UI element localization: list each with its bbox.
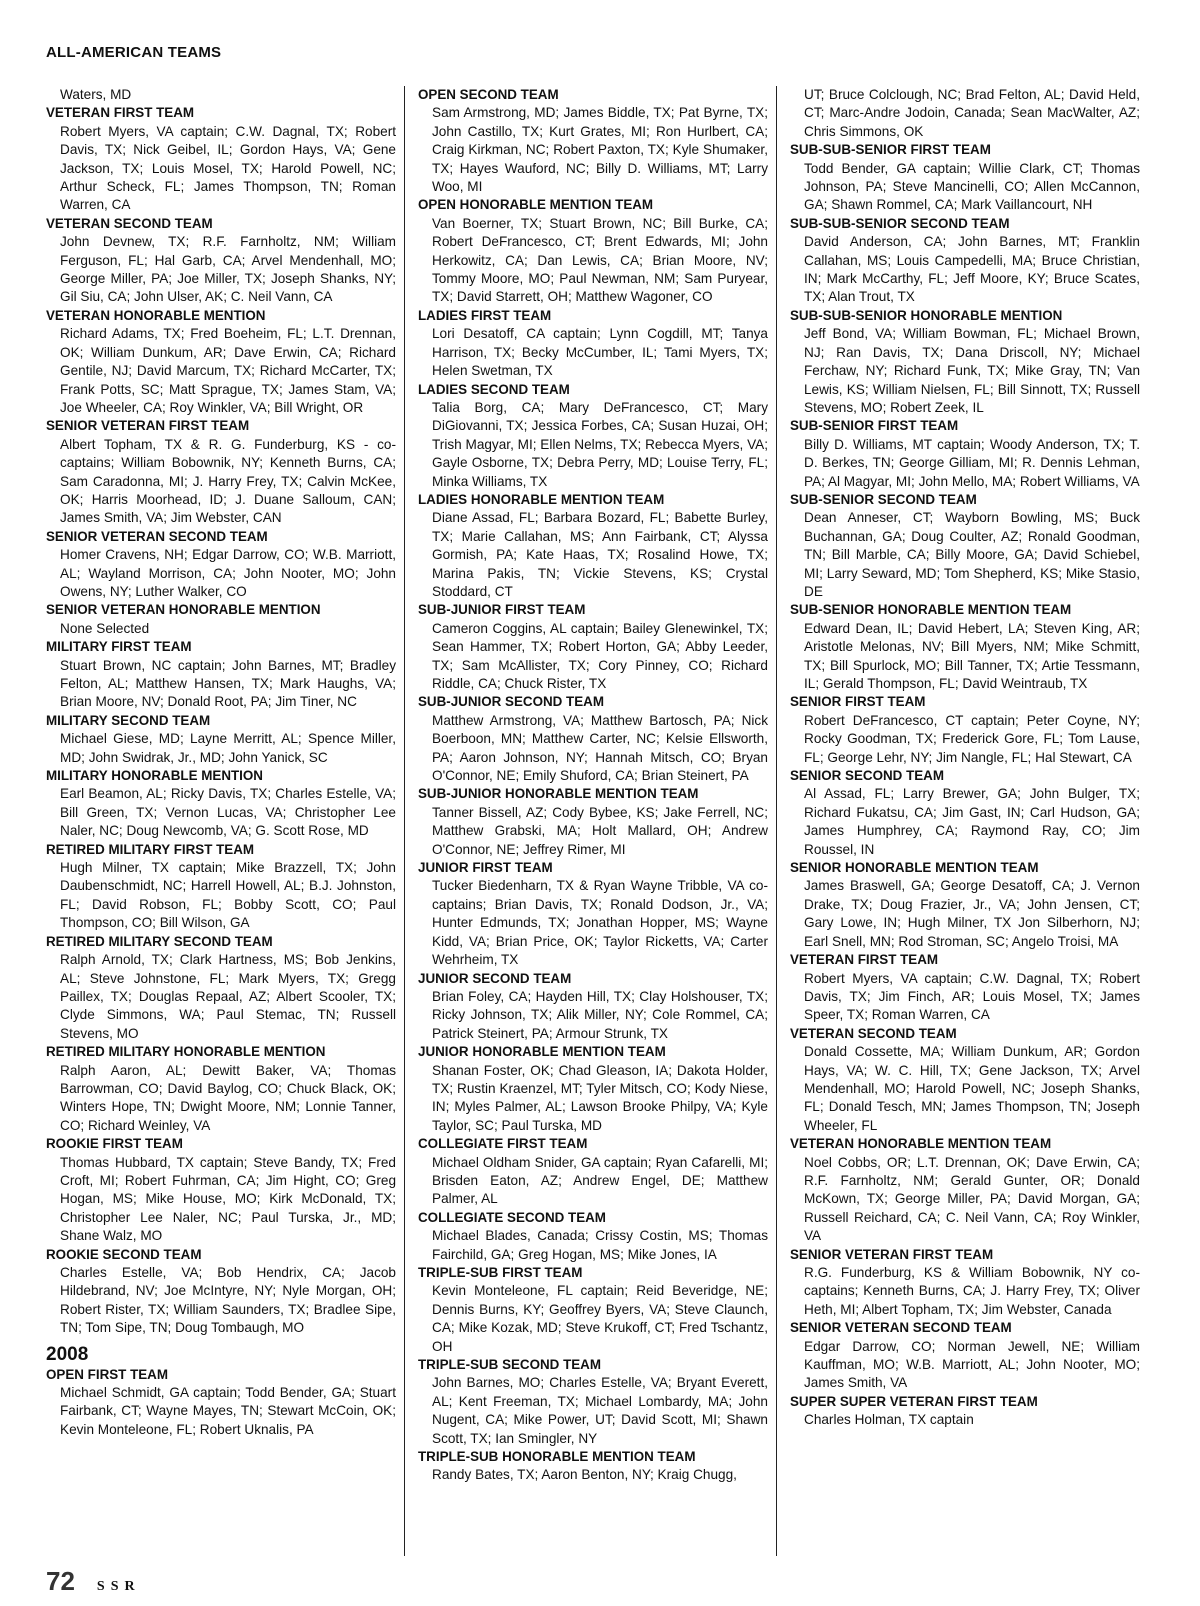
team-roster: Michael Oldham Snider, GA captain; Ryan Cafarelli, MI; Brisden Eaton, AZ; Andrew Engel, DE; Matthew Palmer, AL: [432, 1154, 768, 1207]
team-roster: Randy Bates, TX; Aaron Benton, NY; Kraig Chugg,: [432, 1467, 737, 1483]
team-roster: Matthew Armstrong, VA; Matthew Bartosch, PA; Nick Boerboon, MN; Matthew Carter, NC; Kelsie Ellsworth, PA; Aaron Johnson, NY; Hannah Mitsch, CO; Bryan O'Connor, NE; Emily Shuford, CA; Brian Steinert, PA: [432, 712, 768, 784]
team-section: [790, 601, 1140, 693]
team-section: [790, 1319, 1140, 1393]
team-heading: VETERAN SECOND TEAM: [46, 215, 213, 231]
team-roster: James Braswell, GA; George Desatoff, CA; J. Vernon Drake, TX; Doug Frazier, Jr., VA; John Jensen, CT; Gary Lowe, IN; Hugh Milner, TX Jon Silberhorn, NJ; Earl Snell, MN; Rod Stroman, SC; Angelo Troisi, MA: [804, 878, 1140, 949]
page-footer: [46, 1566, 141, 1597]
team-roster: Tanner Bissell, AZ; Cody Bybee, KS; Jake Ferrell, NC; Matthew Grabski, MA; Holt Mallard, OH; Andrew O'Connor, NE; Jeffrey Rimer, MI: [432, 804, 768, 857]
team-roster: Hugh Milner, TX captain; Mike Brazzell, TX; John Daubenschmidt, NC; Harrell Howell, AL; B.J. Johnston, FL; David Robson, FL; Bobby Scott, CO; Paul Thompson, CO; Bill Wilson, GA: [60, 860, 396, 931]
team-heading: SENIOR HONORABLE MENTION TEAM: [790, 860, 1039, 876]
team-section: [790, 951, 1140, 1025]
team-roster: Noel Cobbs, OR; L.T. Drennan, OK; Dave Erwin, CA; R.F. Farnholtz, NM; Gerald Gunter, OR; Donald McKown, TX; George Miller, PA; David Morgan, GA; Russell Reichard, CA; C. Neil Vann, CA; Roy Winkler, VA: [804, 1154, 1140, 1244]
team-roster: Billy D. Williams, MT captain; Woody Anderson, TX; T. D. Berkes, TN; George Gilliam, MI; R. Dennis Lehman, PA; Al Magyar, MI; John Mello, MA; Robert Williams, VA: [804, 436, 1140, 489]
team-heading: SUB-SENIOR HONORABLE MENTION TEAM: [790, 602, 1072, 618]
team-section: [46, 307, 396, 417]
team-roster: Robert DeFrancesco, CT captain; Peter Coyne, NY; Rocky Goodman, TX; Frederick Gore, FL; Tom Lause, FL; George Lehr, NY; Jim Nangle, FL; Hal Stewart, CA: [804, 712, 1140, 765]
team-heading: LADIES HONORABLE MENTION TEAM: [418, 491, 665, 507]
team-roster: UT; Bruce Colclough, NC; Brad Felton, AL; David Held, CT; Marc-Andre Jodoin, Canada; Sean MacWalter, AZ; Chris Simmons, OK: [804, 87, 1140, 139]
team-roster: Robert Myers, VA captain; C.W. Dagnal, TX; Robert Davis, TX; Nick Geibel, IL; Gordon Hays, VA; Gene Jackson, TX; Louis Mosel, TX; Harold Powell, NC; Arthur Scheck, FL; James Thompson, TN; Roman Warren, CA: [60, 123, 396, 213]
team-section: [46, 215, 396, 307]
team-heading: COLLEGIATE SECOND TEAM: [418, 1209, 606, 1225]
team-section: [790, 491, 1140, 601]
team-section: [790, 1135, 1140, 1245]
team-heading: OPEN FIRST TEAM: [46, 1366, 169, 1382]
team-roster: Jeff Bond, VA; William Bowman, FL; Michael Brown, NJ; Ran Davis, TX; Dana Driscoll, NY; Michael Ferchaw, NY; Richard Funk, TX; Mike Gray, TN; Van Lewis, KS; William Nielsen, FL; Bill Sinnott, TX; Russell Stevens, MO; Robert Zeek, IL: [804, 326, 1140, 415]
team-roster: Talia Borg, CA; Mary DeFrancesco, CT; Mary DiGiovanni, TX; Jessica Forbes, CA; Susan Huzai, OH; Trish Magyar, MI; Ellen Nelms, TX; Rebecca Myers, VA; Gayle Osborne, TX; Debra Perry, MD; Louise Terry, FL; Minka Williams, TX: [432, 399, 768, 489]
team-section: [418, 693, 768, 785]
team-heading: TRIPLE-SUB SECOND TEAM: [418, 1357, 602, 1373]
team-section: [46, 1344, 396, 1366]
team-section: [418, 785, 768, 859]
team-heading: VETERAN SECOND TEAM: [790, 1025, 957, 1041]
team-heading: TRIPLE-SUB FIRST TEAM: [418, 1265, 583, 1280]
team-section: [418, 1356, 768, 1448]
team-section: [790, 417, 1140, 491]
team-section: [418, 970, 768, 1044]
team-roster: Dean Anneser, CT; Wayborn Bowling, MS; Buck Buchannan, GA; Doug Coulter, AZ; Ronald Goodman, TN; Bill Marble, CA; Billy Moore, GA; David Schiebel, MI; Larry Seward, MD; Tom Shepherd, KS; Mike Stasio, DE: [804, 510, 1140, 599]
team-roster: Richard Adams, TX; Fred Boeheim, FL; L.T. Drennan, OK; William Dunkum, AR; Dave Erwin, CA; Richard Gentile, NJ; David Marcum, TX; Richard McCarter, TX; Frank Potts, SC; Matt Sprague, TX; James Stam, VA; Joe Wheeler, CA; Roy Winkler, VA; Bill Wright, OR: [60, 326, 396, 415]
team-roster: David Anderson, CA; John Barnes, MT; Franklin Callahan, MS; Louis Campedelli, MA; Bruce Christian, IN; Mark McCarthy, FL; Jeff Moore, KY; Bruce Scates, TX; Alan Trout, TX: [804, 234, 1140, 305]
team-section: [46, 1043, 396, 1135]
team-roster: Michael Giese, MD; Layne Merritt, AL; Spence Miller, MD; John Swidrak, Jr., MD; John Yanick, SC: [60, 731, 396, 765]
team-roster: Brian Foley, CA; Hayden Hill, TX; Clay Holshouser, TX; Ricky Johnson, TX; Alik Miller, NY; Cole Rommel, CA; Patrick Steinert, PA; Armour Strunk, TX: [432, 988, 768, 1041]
team-roster: Waters, MD: [60, 87, 132, 102]
team-roster: Todd Bender, GA captain; Willie Clark, CT; Thomas Johnson, PA; Steve Mancinelli, CO; Allen McCannon, GA; Shawn Rommel, CA; Mark Vaillancourt, NH: [804, 160, 1140, 213]
team-section: [46, 712, 396, 767]
team-roster: Homer Cravens, NH; Edgar Darrow, CO; W.B. Marriott, AL; Wayland Morrison, CA; John Nooter, MO; John Owens, NY; Luther Walker, CO: [60, 547, 396, 599]
team-heading: JUNIOR HONORABLE MENTION TEAM: [418, 1044, 666, 1060]
team-roster: Shanan Foster, OK; Chad Gleason, IA; Dakota Holder, TX; Rustin Kraenzel, MT; Tyler Mitsch, CO; Kody Niese, IN; Myles Palmer, AL; Lawson Brooke Philpy, VA; Kyle Taylor, SC; Paul Turska, MD: [432, 1062, 768, 1133]
team-roster: Charles Estelle, VA; Bob Hendrix, CA; Jacob Hildebrand, NV; Joe McIntyre, NY; Nyle Morgan, OH; Robert Rister, TX; William Saunders, TX; Bradlee Sipe, TN; Tom Sipe, TN; Doug Tombaugh, MO: [60, 1265, 396, 1336]
team-section: [790, 141, 1140, 215]
year-heading: 2008: [46, 1343, 89, 1365]
team-roster: Edgar Darrow, CO; Norman Jewell, NE; William Kauffman, MO; W.B. Marriott, AL; John Nooter, MO; James Smith, VA: [804, 1338, 1140, 1391]
team-section: [46, 841, 396, 933]
team-roster: Stuart Brown, NC captain; John Barnes, MT; Bradley Felton, AL; Matthew Hansen, TX; Mark Haughs, VA; Brian Moore, NV; Donald Root, PA; Jim Tiner, NC: [60, 657, 396, 710]
team-section: [418, 1209, 768, 1264]
team-section: [418, 601, 768, 693]
team-roster: Van Boerner, TX; Stuart Brown, NC; Bill Burke, CA; Robert DeFrancesco, CT; Brent Edwards, MI; John Herkowitz, CA; Dan Lewis, CA; Brian Moore, NV; Tommy Moore, MO; Paul Newman, NM; Sam Puryear, TX; David Starrett, OH; Matthew Wagoner, CO: [432, 215, 768, 305]
team-roster: Albert Topham, TX & R. G. Funderburg, KS - co-captains; William Bobownik, NY; Kenneth Burns, CA; Sam Caradonna, MI; J. Harry Frey, TX; Calvin McKee, OK; Harris Moorhead, ID; J. Duane Salloum, CAN; James Smith, VA; Jim Webster, CAN: [60, 436, 396, 526]
team-heading: VETERAN FIRST TEAM: [790, 952, 939, 968]
team-roster: R.G. Funderburg, KS & William Bobownik, NY co-captains; Kenneth Burns, CA; J. Harry Frey, TX; Oliver Heth, MI; Albert Topham, TX; Jim Webster, Canada: [804, 1265, 1140, 1317]
team-section: [46, 528, 396, 602]
team-roster: John Devnew, TX; R.F. Farnholtz, NM; William Ferguson, FL; Hal Garb, CA; Arvel Mendenhall, MO; George Miller, PA; Joe Miller, TX; Joseph Shanks, NY; Gil Siu, CA; John Ulser, AK; C. Neil Vann, CA: [60, 234, 396, 305]
team-heading: SENIOR FIRST TEAM: [790, 694, 926, 710]
team-heading: SUB-SUB-SENIOR FIRST TEAM: [790, 142, 991, 158]
team-heading: JUNIOR SECOND TEAM: [418, 970, 572, 986]
team-heading: OPEN SECOND TEAM: [418, 87, 559, 102]
team-roster: Sam Armstrong, MD; James Biddle, TX; Pat Byrne, TX; John Castillo, TX; Kurt Grates, MI; Ron Hurlbert, CA; Craig Kirkman, NC; Robert Paxton, TX; Kyle Shumaker, TX; Hayes Wauford, NC; Billy D. Williams, MT; Larry Woo, MI: [432, 105, 768, 195]
column-divider-left: [404, 86, 405, 1556]
team-heading: RETIRED MILITARY FIRST TEAM: [46, 841, 255, 857]
team-heading: SENIOR VETERAN SECOND TEAM: [790, 1320, 1012, 1336]
team-heading: RETIRED MILITARY HONORABLE MENTION: [46, 1044, 326, 1060]
team-heading: SUB-SENIOR SECOND TEAM: [790, 491, 977, 507]
team-section: [46, 601, 396, 638]
publication-name: SSR: [96, 1579, 141, 1594]
team-section: [790, 1246, 1140, 1320]
team-heading: SENIOR VETERAN SECOND TEAM: [46, 528, 268, 544]
team-heading: VETERAN HONORABLE MENTION: [46, 307, 266, 323]
team-section: [46, 86, 396, 104]
team-section: [418, 381, 768, 491]
team-roster: Earl Beamon, AL; Ricky Davis, TX; Charles Estelle, VA; Bill Green, TX; Vernon Lucas, VA; Christopher Lee Naler, NC; Doug Newcomb, VA; G. Scott Rose, MD: [60, 786, 396, 839]
team-section: [418, 86, 768, 196]
column-middle: [418, 86, 768, 1485]
team-section: [790, 693, 1140, 767]
team-heading: SUB-SENIOR FIRST TEAM: [790, 418, 959, 434]
team-roster: Lori Desatoff, CA captain; Lynn Cogdill, MT; Tanya Harrison, TX; Becky McCumber, IL; Tami Myers, TX; Helen Swetman, TX: [432, 326, 768, 379]
team-heading: SUB-SUB-SENIOR SECOND TEAM: [790, 215, 1010, 231]
team-heading: MILITARY HONORABLE MENTION: [46, 768, 263, 784]
team-heading: VETERAN FIRST TEAM: [46, 105, 195, 121]
team-heading: ROOKIE SECOND TEAM: [46, 1246, 202, 1262]
team-section: [418, 1043, 768, 1135]
team-heading: COLLEGIATE FIRST TEAM: [418, 1136, 588, 1152]
column-left: [46, 86, 396, 1439]
team-heading: JUNIOR FIRST TEAM: [418, 860, 553, 876]
team-section: [46, 1135, 396, 1245]
team-heading: SENIOR VETERAN FIRST TEAM: [790, 1246, 994, 1262]
team-roster: Ralph Aaron, AL; Dewitt Baker, VA; Thomas Barrowman, CO; David Baylog, CO; Chuck Black, OK; Winters Hope, TN; Dwight Moore, NM; Lonnie Tanner, CO; Richard Weinley, VA: [60, 1062, 396, 1133]
team-roster: Michael Blades, Canada; Crissy Costin, MS; Thomas Fairchild, GA; Greg Hogan, MS; Mike Jones, IA: [432, 1228, 768, 1262]
column-right: [790, 86, 1140, 1430]
team-heading: SENIOR SECOND TEAM: [790, 768, 945, 784]
team-roster: Ralph Arnold, TX; Clark Hartness, MS; Bob Jenkins, AL; Steve Johnstone, FL; Mark Myers, TX; Gregg Paillex, TX; Douglas Repaal, AZ; Albert Scooler, TX; Clyde Simmons, WA; Paul Stemac, TN; Russell Stevens, MO: [60, 952, 396, 1041]
team-section: [46, 1366, 396, 1440]
team-roster: Diane Assad, FL; Barbara Bozard, FL; Babette Burley, TX; Marie Callahan, MS; Ann Fairbank, CT; Alyssa Gormish, PA; Kate Haas, TX; Rosalind Howe, TX; Marina Pakis, TN; Vickie Stevens, KS; Crystal Stoddard, CT: [432, 510, 768, 599]
team-section: [46, 638, 396, 712]
team-heading: SENIOR VETERAN FIRST TEAM: [46, 418, 250, 434]
team-section: [790, 215, 1140, 307]
team-roster: Tucker Biedenharn, TX & Ryan Wayne Tribble, VA co-captains; Brian Davis, TX; Ronald Dodson, Jr., VA; Hunter Edmunds, TX; Jonathan Hopper, MS; Wayne Kidd, VA; Brian Price, OK; Taylor Ricketts, VA; Carter Wehrheim, TX: [432, 878, 768, 968]
team-roster: Cameron Coggins, AL captain; Bailey Glenewinkel, TX; Sean Hammer, TX; Robert Horton, GA; Abby Leeder, TX; Sam McAllister, TX; Cory Pinney, CO; Richard Riddle, CA; Chuck Rister, TX: [432, 620, 768, 691]
team-section: [790, 86, 1140, 141]
team-heading: VETERAN HONORABLE MENTION TEAM: [790, 1136, 1052, 1152]
team-section: [46, 767, 396, 841]
team-section: [418, 859, 768, 969]
team-section: [418, 1448, 768, 1485]
team-section: [418, 1135, 768, 1209]
team-roster: Robert Myers, VA captain; C.W. Dagnal, TX; Robert Davis, TX; Jim Finch, AR; Louis Mosel, TX; James Speer, TX; Roman Warren, CA: [804, 970, 1140, 1023]
team-heading: SUB-JUNIOR HONORABLE MENTION TEAM: [418, 786, 699, 802]
team-roster: John Barnes, MO; Charles Estelle, VA; Bryant Everett, AL; Kent Freeman, TX; Michael Lombardy, MA; John Nugent, CA; Mike Power, UT; David Scott, MI; Shawn Scott, TX; Ian Smingler, NY: [432, 1375, 768, 1446]
team-roster: Charles Holman, TX captain: [804, 1412, 974, 1428]
team-roster: Thomas Hubbard, TX captain; Steve Bandy, TX; Fred Croft, MI; Robert Fuhrman, CA; Jim Hight, CO; Greg Hogan, MS; Mike House, MO; Kirk McDonald, TX; Christopher Lee Naler, NC; Paul Turska, Jr., MD; Shane Walz, MO: [60, 1154, 396, 1244]
team-section: [790, 1393, 1140, 1430]
team-section: [790, 1025, 1140, 1135]
team-roster: Edward Dean, IL; David Hebert, LA; Steven King, AR; Aristotle Melonas, NV; Bill Myers, NM; Mike Schmitt, TX; Bill Spurlock, MO; Bill Tanner, TX; Artie Tessmann, IL; Gerald Thompson, FL; David Weintraub, TX: [804, 620, 1140, 691]
team-section: [790, 767, 1140, 859]
team-roster: Al Assad, FL; Larry Brewer, GA; John Bulger, TX; Richard Fukatsu, CA; Jim Gast, IN; Carl Hudson, GA; James Humphrey, CA; Raymond Ray, CO; Jim Roussel, IN: [804, 786, 1140, 857]
team-heading: OPEN HONORABLE MENTION TEAM: [418, 197, 654, 213]
team-section: [46, 933, 396, 1043]
page-header-title: ALL-AMERICAN TEAMS: [46, 44, 222, 61]
team-heading: SUPER SUPER VETERAN FIRST TEAM: [790, 1393, 1038, 1409]
team-roster: Donald Cossette, MA; William Dunkum, AR; Gordon Hays, VA; W. C. Hill, TX; Gene Jackson, TX; Arvel Mendenhall, MO; Harold Powell, NC; Joseph Shanks, FL; Donald Tesch, MN; James Thompson, TN; Joseph Wheeler, FL: [804, 1044, 1140, 1133]
team-section: [418, 1264, 768, 1356]
team-heading: ROOKIE FIRST TEAM: [46, 1136, 183, 1152]
team-roster: Kevin Monteleone, FL captain; Reid Beveridge, NE; Dennis Burns, KY; Geoffrey Byers, VA; Steve Claunch, CA; Mike Kozak, MD; Steve Krukoff, CT; Fred Tschantz, OH: [432, 1283, 768, 1354]
team-heading: SUB-SUB-SENIOR HONORABLE MENTION: [790, 307, 1063, 323]
column-divider-right: [776, 86, 777, 1556]
team-roster: Michael Schmidt, GA captain; Todd Bender, GA; Stuart Fairbank, CT; Wayne Mayes, TN; Stewart McCoin, OK; Kevin Monteleone, FL; Robert Uknalis, PA: [60, 1385, 396, 1437]
team-section: [790, 859, 1140, 951]
team-roster: None Selected: [60, 620, 150, 636]
team-heading: SUB-JUNIOR SECOND TEAM: [418, 694, 604, 710]
team-section: [418, 196, 768, 306]
team-section: [46, 417, 396, 527]
team-heading: TRIPLE-SUB HONORABLE MENTION TEAM: [418, 1449, 696, 1465]
team-section: [46, 1246, 396, 1338]
team-heading: SUB-JUNIOR FIRST TEAM: [418, 602, 586, 618]
team-heading: RETIRED MILITARY SECOND TEAM: [46, 933, 273, 949]
page-number: 72: [46, 1566, 75, 1596]
team-heading: MILITARY FIRST TEAM: [46, 639, 192, 655]
team-section: [790, 307, 1140, 417]
team-section: [418, 307, 768, 381]
team-heading: LADIES SECOND TEAM: [418, 381, 570, 397]
team-heading: MILITARY SECOND TEAM: [46, 712, 211, 728]
team-heading: SENIOR VETERAN HONORABLE MENTION: [46, 602, 321, 618]
team-heading: LADIES FIRST TEAM: [418, 307, 552, 323]
team-section: [418, 491, 768, 601]
team-section: [46, 104, 396, 214]
